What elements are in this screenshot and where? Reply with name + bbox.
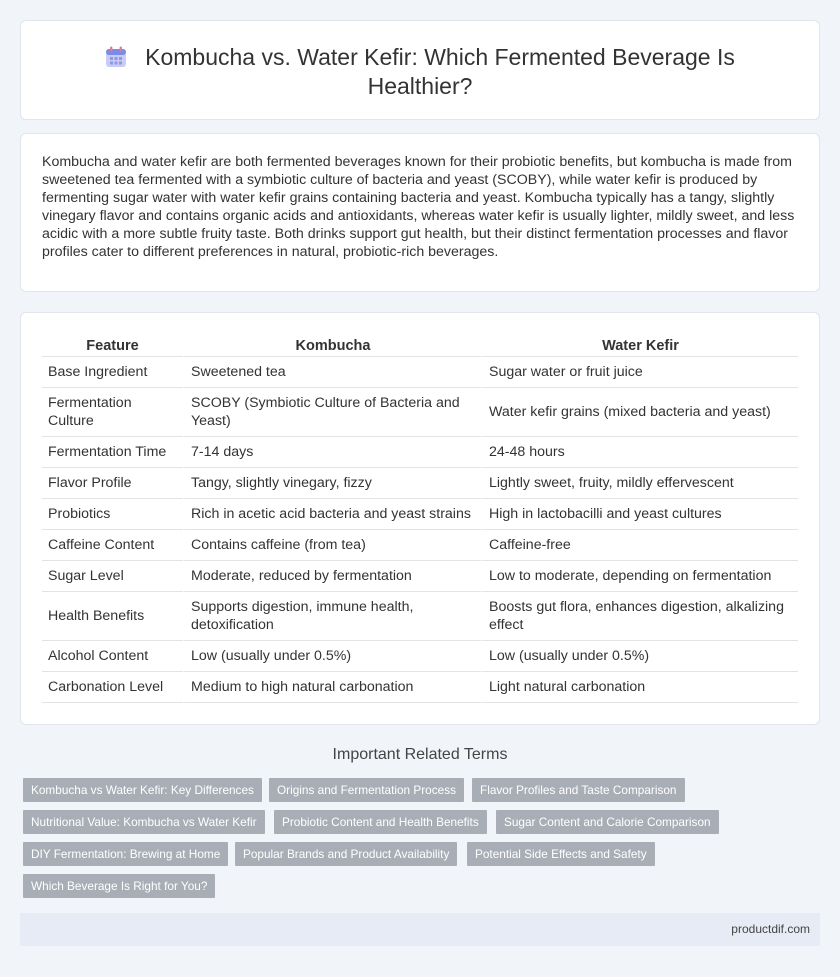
header-feature: Feature xyxy=(42,333,183,357)
cell-feature: Probiotics xyxy=(42,499,183,530)
table-row xyxy=(42,592,798,641)
cell-feature: Flavor Profile xyxy=(42,468,183,499)
cell-water-kefir: High in lactobacilli and yeast cultures xyxy=(481,499,798,530)
cell-kombucha: Contains caffeine (from tea) xyxy=(183,530,481,561)
cell-water-kefir: Boosts gut flora, enhances digestion, alkalizing effect xyxy=(481,592,798,641)
cell-kombucha: Tangy, slightly vinegary, fizzy xyxy=(183,468,481,499)
cell-kombucha: Medium to high natural carbonation xyxy=(183,672,481,703)
cell-kombucha: 7-14 days xyxy=(183,437,481,468)
intro-paragraph: Kombucha and water kefir are both fermented beverages known for their probiotic benefits, but kombucha is made from sweetened tea fermented with a symbiotic culture of bacteria and yeast (SCOBY), while water kefir is produced by fermenting sugar water with water kefir grains containing bacteria and yeast. Kombucha typically has a tangy, slightly vinegary flavor and contains organic acids and antioxidants, whereas water kefir is usually lighter, mildly sweet, and less acidic with a more subtle fruity taste. Both drinks support gut health, but their distinct fermentation processes and flavor profiles cater to different preferences in natural, probiotic-rich beverages. xyxy=(42,154,795,260)
cell-kombucha: Sweetened tea xyxy=(183,357,481,388)
related-term-tag[interactable]: Sugar Content and Calorie Comparison xyxy=(496,810,719,834)
table-row xyxy=(42,437,798,468)
header-water-kefir: Water Kefir xyxy=(481,333,798,357)
cell-feature: Health Benefits xyxy=(42,592,183,641)
calendar-icon xyxy=(105,46,127,68)
table-row xyxy=(42,561,798,592)
table-row xyxy=(42,530,798,561)
related-term-tag[interactable]: Potential Side Effects and Safety xyxy=(467,842,655,866)
cell-water-kefir: Light natural carbonation xyxy=(481,672,798,703)
table-header-row xyxy=(42,333,798,357)
cell-feature: Fermentation Time xyxy=(42,437,183,468)
cell-water-kefir: Sugar water or fruit juice xyxy=(481,357,798,388)
comparison-card xyxy=(20,312,820,725)
table-row xyxy=(42,357,798,388)
table-row xyxy=(42,468,798,499)
related-term-tag[interactable]: Nutritional Value: Kombucha vs Water Kefir xyxy=(23,810,265,834)
related-term-tag[interactable]: Origins and Fermentation Process xyxy=(269,778,464,802)
table-row xyxy=(42,388,798,437)
cell-water-kefir: Caffeine-free xyxy=(481,530,798,561)
cell-kombucha: Rich in acetic acid bacteria and yeast strains xyxy=(183,499,481,530)
cell-kombucha: SCOBY (Symbiotic Culture of Bacteria and Yeast) xyxy=(183,388,481,437)
cell-feature: Sugar Level xyxy=(42,561,183,592)
intro-card xyxy=(20,133,820,292)
cell-feature: Carbonation Level xyxy=(42,672,183,703)
cell-feature: Alcohol Content xyxy=(42,641,183,672)
cell-feature: Caffeine Content xyxy=(42,530,183,561)
related-term-tag[interactable]: Kombucha vs Water Kefir: Key Differences xyxy=(23,778,262,802)
related-term-tag[interactable]: Popular Brands and Product Availability xyxy=(235,842,457,866)
table-row xyxy=(42,672,798,703)
comparison-table xyxy=(42,333,798,703)
related-term-tag[interactable]: Probiotic Content and Health Benefits xyxy=(274,810,487,834)
header-kombucha: Kombucha xyxy=(183,333,481,357)
cell-water-kefir: Low (usually under 0.5%) xyxy=(481,641,798,672)
cell-kombucha: Low (usually under 0.5%) xyxy=(183,641,481,672)
cell-water-kefir: Low to moderate, depending on fermentation xyxy=(481,561,798,592)
page-title-text: Kombucha vs. Water Kefir: Which Fermented Beverage Is Healthier? xyxy=(145,44,735,99)
cell-water-kefir: Water kefir grains (mixed bacteria and yeast) xyxy=(481,388,798,437)
cell-kombucha: Moderate, reduced by fermentation xyxy=(183,561,481,592)
cell-feature: Fermentation Culture xyxy=(42,388,183,437)
cell-kombucha: Supports digestion, immune health, detoxification xyxy=(183,592,481,641)
related-term-tag[interactable]: DIY Fermentation: Brewing at Home xyxy=(23,842,228,866)
related-terms-title: Important Related Terms xyxy=(332,746,508,763)
footer-site-link[interactable]: productdif.com xyxy=(731,922,810,936)
table-row xyxy=(42,641,798,672)
cell-feature: Base Ingredient xyxy=(42,357,183,388)
table-row xyxy=(42,499,798,530)
related-term-tag[interactable]: Flavor Profiles and Taste Comparison xyxy=(472,778,685,802)
cell-water-kefir: Lightly sweet, fruity, mildly effervescent xyxy=(481,468,798,499)
footer xyxy=(20,913,820,946)
cell-water-kefir: 24-48 hours xyxy=(481,437,798,468)
title-card xyxy=(20,20,820,120)
page-title xyxy=(21,43,819,101)
related-term-tag[interactable]: Which Beverage Is Right for You? xyxy=(23,874,215,898)
